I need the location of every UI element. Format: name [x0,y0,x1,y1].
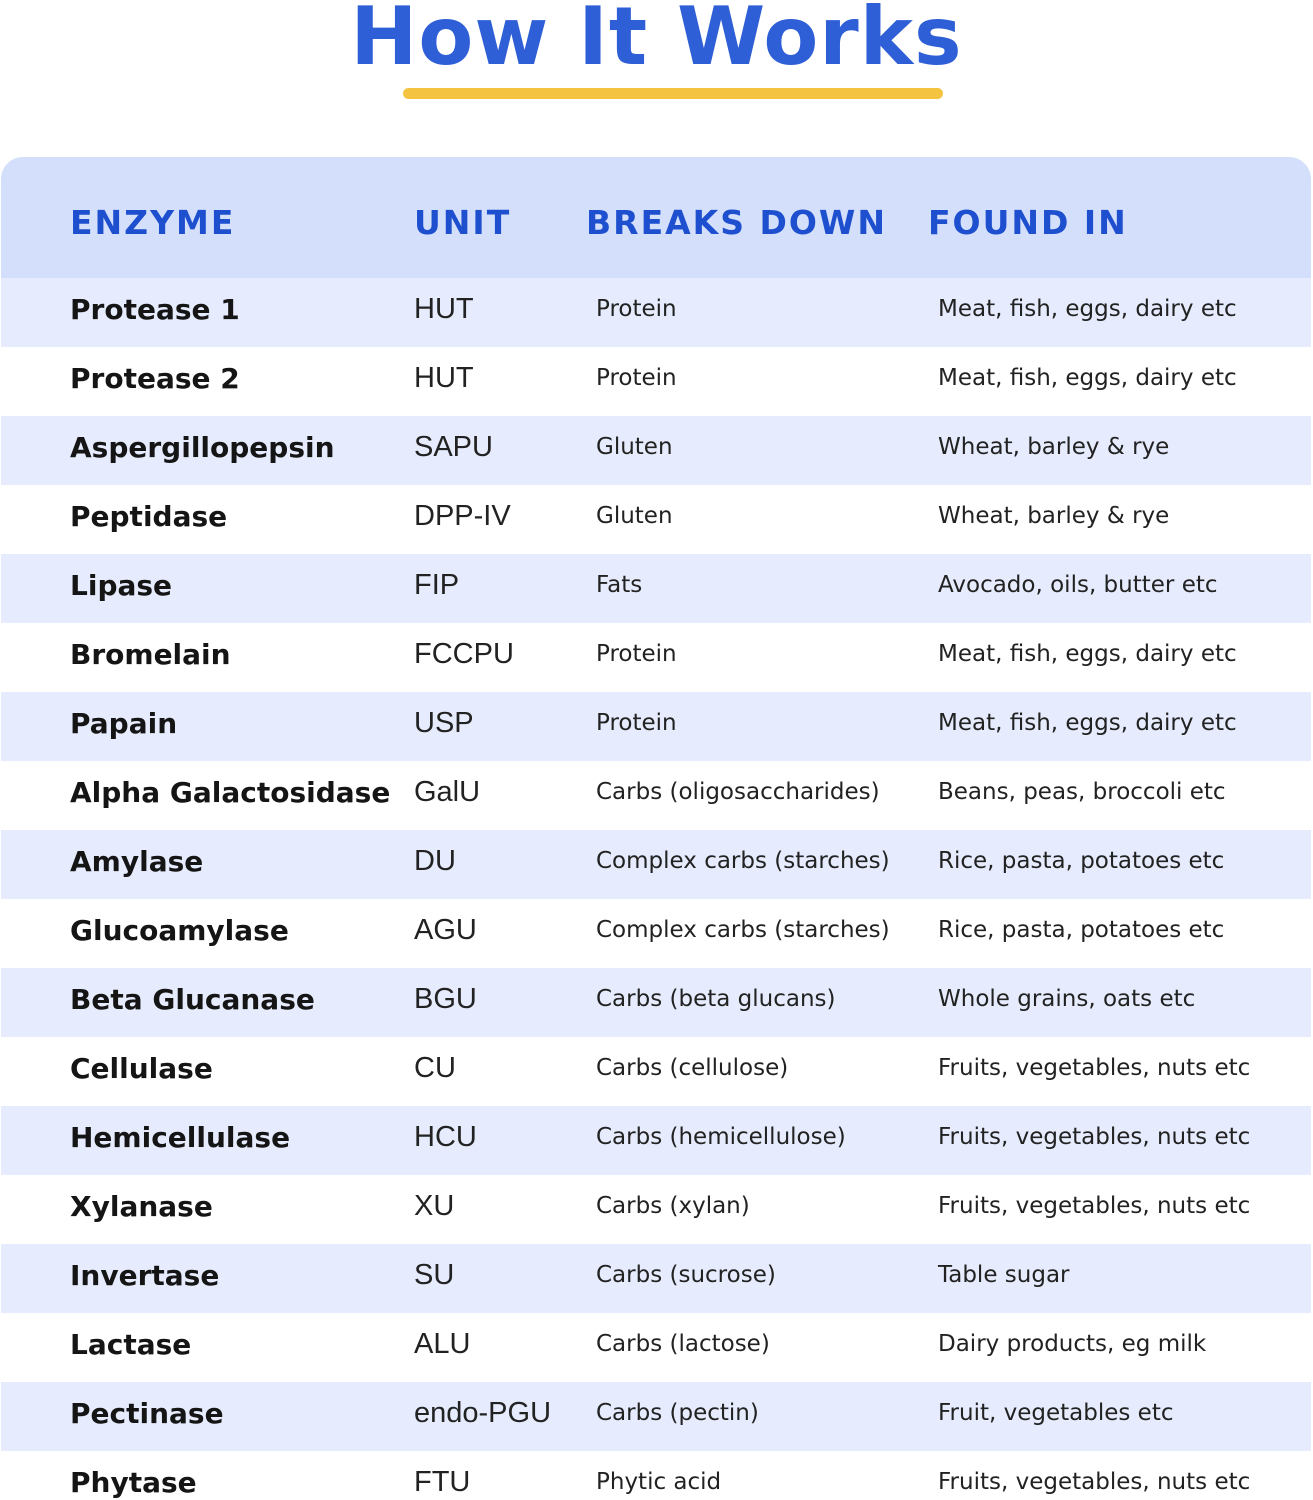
found-in-cell: Rice, pasta, potatoes etc [938,917,1225,943]
unit-cell: GalU [414,776,481,808]
table-row [1,1313,1311,1382]
found-in-cell: Fruit, vegetables etc [938,1400,1174,1426]
breaks-down-cell: Gluten [596,503,673,529]
title-underline [403,88,943,99]
enzyme-cell: Amylase [70,845,204,878]
table-row [1,1382,1311,1451]
breaks-down-cell: Fats [596,572,643,598]
unit-cell: HUT [414,293,474,325]
breaks-down-cell: Carbs (sucrose) [596,1262,776,1288]
enzyme-cell: Aspergillopepsin [70,431,335,464]
unit-cell: DPP-IV [414,500,511,532]
table-row [1,347,1311,416]
breaks-down-cell: Complex carbs (starches) [596,848,890,874]
found-in-cell: Fruits, vegetables, nuts etc [938,1124,1251,1150]
column-header-unit: UNIT [414,203,512,242]
table-row [1,830,1311,899]
breaks-down-cell: Carbs (oligosaccharides) [596,779,880,805]
table-row [1,554,1311,623]
table-body [1,278,1311,1500]
table-row [1,623,1311,692]
enzyme-cell: Protease 1 [70,293,240,326]
found-in-cell: Wheat, barley & rye [938,503,1170,529]
breaks-down-cell: Carbs (xylan) [596,1193,750,1219]
enzyme-cell: Pectinase [70,1397,224,1430]
enzyme-cell: Alpha Galactosidase [70,776,391,809]
enzyme-cell: Lipase [70,569,173,602]
found-in-cell: Fruits, vegetables, nuts etc [938,1469,1251,1495]
breaks-down-cell: Phytic acid [596,1469,722,1495]
breaks-down-cell: Carbs (cellulose) [596,1055,789,1081]
unit-cell: XU [414,1190,455,1222]
table-row [1,899,1311,968]
table-row [1,692,1311,761]
enzyme-cell: Protease 2 [70,362,240,395]
unit-cell: HUT [414,362,474,394]
table-row [1,968,1311,1037]
table-row [1,416,1311,485]
enzyme-cell: Hemicellulase [70,1121,291,1154]
page-title: How It Works [350,0,963,83]
table-row [1,1244,1311,1313]
enzyme-cell: Lactase [70,1328,192,1361]
table-row [1,1175,1311,1244]
found-in-cell: Whole grains, oats etc [938,986,1196,1012]
unit-cell: BGU [414,983,477,1015]
breaks-down-cell: Protein [596,641,677,667]
found-in-cell: Wheat, barley & rye [938,434,1170,460]
column-header-enzyme: ENZYME [70,203,236,242]
table-row [1,1451,1311,1500]
column-header-found-in: FOUND IN [928,203,1128,242]
unit-cell: endo-PGU [414,1397,552,1429]
found-in-cell: Rice, pasta, potatoes etc [938,848,1225,874]
unit-cell: CU [414,1052,456,1084]
table-header-row [1,157,1311,278]
enzyme-cell: Cellulase [70,1052,213,1085]
breaks-down-cell: Carbs (lactose) [596,1331,770,1357]
page-header [0,0,1313,110]
enzyme-cell: Xylanase [70,1190,213,1223]
table-row [1,1106,1311,1175]
unit-cell: FTU [414,1466,471,1498]
found-in-cell: Meat, fish, eggs, dairy etc [938,641,1237,667]
breaks-down-cell: Gluten [596,434,673,460]
table-row [1,278,1311,347]
enzyme-cell: Peptidase [70,500,228,533]
enzyme-cell: Glucoamylase [70,914,289,947]
enzyme-cell: Phytase [70,1466,197,1499]
found-in-cell: Fruits, vegetables, nuts etc [938,1193,1251,1219]
found-in-cell: Fruits, vegetables, nuts etc [938,1055,1251,1081]
table-row [1,761,1311,830]
found-in-cell: Dairy products, eg milk [938,1331,1207,1357]
enzyme-table [1,157,1311,1500]
found-in-cell: Beans, peas, broccoli etc [938,779,1226,805]
table-row [1,1037,1311,1106]
enzyme-cell: Papain [70,707,178,740]
breaks-down-cell: Complex carbs (starches) [596,917,890,943]
unit-cell: USP [414,707,474,739]
unit-cell: FCCPU [414,638,514,670]
breaks-down-cell: Protein [596,365,677,391]
found-in-cell: Table sugar [938,1262,1070,1288]
unit-cell: SU [414,1259,455,1291]
unit-cell: SAPU [414,431,493,463]
unit-cell: FIP [414,569,460,601]
found-in-cell: Avocado, oils, butter etc [938,572,1218,598]
found-in-cell: Meat, fish, eggs, dairy etc [938,710,1237,736]
unit-cell: AGU [414,914,477,946]
unit-cell: ALU [414,1328,471,1360]
breaks-down-cell: Protein [596,296,677,322]
enzyme-cell: Bromelain [70,638,231,671]
enzyme-cell: Invertase [70,1259,220,1292]
table-row [1,485,1311,554]
found-in-cell: Meat, fish, eggs, dairy etc [938,365,1237,391]
enzyme-cell: Beta Glucanase [70,983,315,1016]
column-header-breaks-down: BREAKS DOWN [586,203,887,242]
breaks-down-cell: Protein [596,710,677,736]
breaks-down-cell: Carbs (hemicellulose) [596,1124,846,1150]
breaks-down-cell: Carbs (beta glucans) [596,986,836,1012]
unit-cell: DU [414,845,456,877]
breaks-down-cell: Carbs (pectin) [596,1400,759,1426]
found-in-cell: Meat, fish, eggs, dairy etc [938,296,1237,322]
unit-cell: HCU [414,1121,477,1153]
